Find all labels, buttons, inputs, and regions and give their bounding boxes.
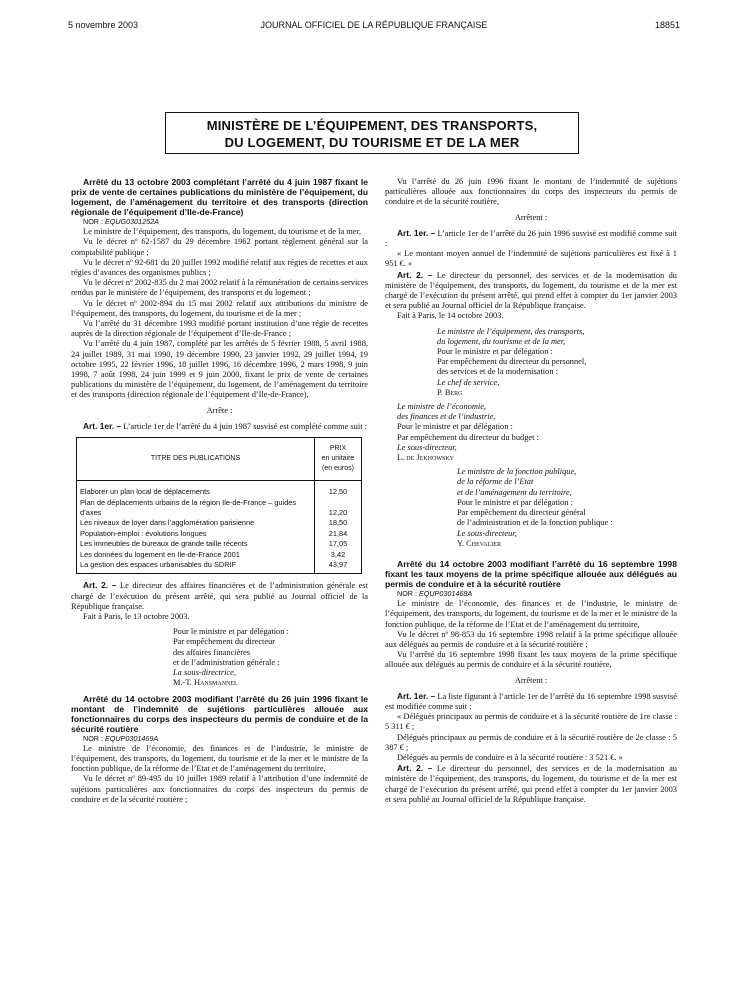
arrete-3-quote: Délégués au permis de conduire et à la sécurité routière : 3 521 €. » — [397, 752, 623, 762]
right-column — [385, 177, 677, 805]
arrete-1-para: Vu le décret nº 92-681 du 20 juillet 1992 modifié relatif aux régies de recettes et aux régies d’avances des organismes publics ; — [71, 257, 368, 278]
arrete-2-signature-2: Le ministre de l’économie, des finances et de l’industrie, Pour le ministre et par délégation : Par empêchement du directeur du budget : Le sous-directeur, L. de Jekhowsky — [397, 402, 539, 463]
arrete-3-article-1: Art. 1er. – La liste figurant à l’article 1er de l’arrêté du 16 septembre 1998 susvisé est modifiée comme suit : — [385, 690, 677, 711]
arrete-1-para: Vu l’arrêté du 31 décembre 1993 modifié portant institution d’une régie de recettes auprès de la direction régionale de l’équipement d’Ile-de-France ; — [71, 319, 368, 339]
ministry-line-2: DU LOGEMENT, DU TOURISME ET DE LA MER — [224, 135, 520, 150]
arrete-3-article-2: Art. 2. – Le directeur du personnel, des services et de la modernisation au ministère de l’équipement, des transports, du logement, du tourisme et de la mer est chargé de l’exécution du présent arrêté, qui prend effet à compter du 1er janvier 2003 et sera publié au Journal officiel de la République française. — [385, 763, 677, 804]
publications-table — [76, 437, 362, 574]
header-page-number: 18851 — [654, 20, 680, 30]
arrete-3-nor: NOR : EQUP0301468A — [397, 588, 473, 598]
arrete-2-nor: NOR : EQUP0301469A — [83, 733, 159, 743]
arrete-2-article-2: Art. 2. – Le directeur du personnel, des services et de la modernisation du ministère de l’équipement, des transports, du logement, du tourisme et de la mer est chargé de l’exécution du présent arrêté, qui prend effet à compter du 1er janvier 2003 et sera publié au Journal officiel de la République française. — [385, 269, 677, 311]
arrete-2-signature-1: Le ministre de l’équipement, des transports, du logement, du tourisme et de la mer, Pour le ministre et par délégation : Par empêchement du directeur du personnel, des services et de la modernisation : Le chef de service, P. Berg — [437, 326, 587, 397]
arrete-1-para: Vu le décret nº 2002-835 du 2 mai 2002 relatif à la rémunération de certains services rendus par le ministère de l’équipement, des transports et du logement ; — [71, 278, 368, 298]
arrete-1-signature: Pour le ministre et par délégation : Par empêchement du directeur des affaires financières et de l’administration générale : La sous-directrice, M.-T. Hansmannel — [161, 627, 368, 688]
arrete-2-title: Arrêté du 14 octobre 2003 modifiant l’arrêté du 26 juin 1996 fixant le montant de l’indemnité de sujétions particulières allouée aux fonctionnaires du corps des inspecteurs du permis de conduire et de la sécurité routière — [71, 693, 368, 734]
arrete-1-para: Le ministre de l’équipement, des transports, du logement, du tourisme et de la mer, — [83, 227, 362, 237]
ministry-line-1: MINISTÈRE DE L’ÉQUIPEMENT, DES TRANSPORTS, — [206, 118, 538, 133]
table-row: Les données du logement en Ile-de-France 2001 3,42 — [77, 549, 362, 560]
header-journal: JOURNAL OFFICIEL DE LA RÉPUBLIQUE FRANÇAISE — [260, 20, 488, 30]
arrete-2-para: Vu l’arrêté du 26 juin 1996 fixant le montant de l’indemnité de sujétions particulières allouée aux fonctionnaires du corps des inspecteurs du permis de conduire et de la sécurité routière, — [385, 177, 677, 207]
arrete-2-arretent: Arrêtent : — [514, 212, 548, 222]
arrete-2-quote: « Le montant moyen annuel de l’indemnité de sujétions particulières est fixé à 1 951 €. » — [385, 249, 677, 269]
arrete-3-quote: Délégués principaux au permis de conduire et à la sécurité routière de 2e classe : 5 387 € ; — [385, 732, 677, 752]
arrete-2-fait: Fait à Paris, le 14 octobre 2003. — [397, 311, 504, 321]
left-column — [71, 177, 368, 805]
arrete-1-nor: NOR : EQUG0301252A — [83, 217, 159, 226]
arrete-3-para: Vu l’arrêté du 16 septembre 1998 fixant les taux moyens de la prime spécifique allouée aux délégués au permis de conduire et à la sécurité routière, — [385, 650, 677, 670]
arrete-1-article-2: Art. 2. – Le directeur des affaires financières et de l’administration générale est chargé de l’exécution du présent arrêté, qui sera publié au Journal officiel de la République française. — [71, 580, 368, 611]
arrete-1-fait: Fait à Paris, le 13 octobre 2003. — [83, 612, 190, 622]
arrete-2-article-1: Art. 1er. – L’article 1er de l’arrêté du 26 juin 1996 susvisé est modifié comme suit : — [385, 227, 677, 249]
arrete-2-para: Vu le décret nº 89-495 du 10 juillet 1989 relatif à l’attribution d’une indemnité de sujétions particulières aux fonctionnaires du corps des inspecteurs du permis de conduire et de la sécurité routière ; — [71, 774, 368, 804]
arrete-3-para: Le ministre de l’économie, des finances et de l’industrie, le ministre de l’équipement, des transports, du logement, du tourisme et de la mer et le ministre de la fonction publique, de la réforme de l’Etat et de l’aménagement du territoire, — [385, 599, 677, 629]
arrete-1-para: Vu le décret nº 2002-894 du 15 mai 2002 relatif aux attributions du ministre de l’équipement, des transports, du logement, du tourisme et de la mer ; — [71, 298, 368, 318]
table-row: Population-emploi : évolutions longues 21,84 — [77, 528, 362, 539]
table-header-price: PRIX en unitaire (en euros) — [315, 438, 362, 481]
arrete-1-para: Vu l’arrêté du 4 juin 1987, complété par les arrêtés de 5 février 1988, 5 avril 1988, 24 juillet 1989, 31 mai 1990, 19 décembre 1990, 23 janvier 1992, 29 juillet 1994, 19 octobre 1995, 22 février 1996, 18 juillet 1996, 16 décembre 1996, 2 mars 1998, 9 juin 1998, 7 août 1998, 24 juin 1999 et 9 juin 2000, fixant le prix de vente de certaines publications du ministère de l’équipement, du logement, de l’aménagement du territoire et des transports (direction régionale de l’équipement d’Ile-de-France), — [71, 339, 368, 400]
arrete-3-quote: « Délégués principaux au permis de conduire et à la sécurité routière de 1re classe : 5 311 € ; — [385, 712, 677, 732]
page-header — [68, 20, 680, 32]
arrete-2-signature-3: Le ministre de la fonction publique, de la réforme de l’Etat et de l’aménagement du territoire, Pour le ministre et par délégation : Par empêchement du directeur général de l’administration et de la fonction publique : Le sous-directeur, Y. Chevalier — [457, 467, 613, 548]
arrete-2-para: Le ministre de l’économie, des finances et de l’industrie, le ministre de l’équipement, des transports, du logement, du tourisme et de la mer et le ministre de la fonction publique, de la réforme de l’Etat et de l’aménagement du territoire, — [71, 743, 368, 774]
signatory-name: M.-T. Hansmannel — [173, 678, 238, 688]
arrete-1-article-1: Art. 1er. – L’article 1er de l’arrêté du 4 juin 1987 susvisé est complété comme suit : — [83, 420, 367, 431]
arrete-3-arretent: Arrêtent : — [514, 675, 548, 685]
table-row: La gestion des espaces urbanisables du SDRIF 43,97 — [77, 560, 362, 574]
table-row: Les niveaux de loyer dans l’agglomération parisienne 18,50 — [77, 518, 362, 529]
arrete-1-arrete: Arrête : — [206, 405, 233, 415]
table-header-title: TITRE DES PUBLICATIONS — [77, 438, 315, 481]
arrete-3-para: Vu le décret nº 98-853 du 16 septembre 1998 relatif à la prime spécifique allouée aux délégués au permis de conduire et à la sécurité routière ; — [385, 629, 677, 649]
ministry-box — [165, 112, 579, 154]
header-date: 5 novembre 2003 — [68, 20, 139, 30]
arrete-1-para: Vu le décret nº 62-1587 du 29 décembre 1962 portant règlement général sur la comptabilité publique ; — [71, 237, 368, 257]
table-row: Elaborer un plan local de déplacements 12,50 — [77, 481, 362, 498]
table-row: Les immeubles de bureaux de grande taille récents 17,05 — [77, 539, 362, 550]
table-row: Plan de déplacements urbains de la région Ile-de-France – guides d’axes 12,20 — [77, 498, 362, 518]
arrete-1-title: Arrêté du 13 octobre 2003 complétant l’arrêté du 4 juin 1987 fixant le prix de vente de certaines publications du ministère de l’équipement, du logement, de l’aménagement du territoire et des transports (direction régionale de l’équipement d’Ile-de-France) — [71, 177, 368, 217]
arrete-3-title: Arrêté du 14 octobre 2003 modifiant l’arrêté du 16 septembre 1998 fixant les taux moyens de la prime spécifique allouée aux délégués au permis de conduire et à la sécurité routière — [385, 558, 677, 589]
